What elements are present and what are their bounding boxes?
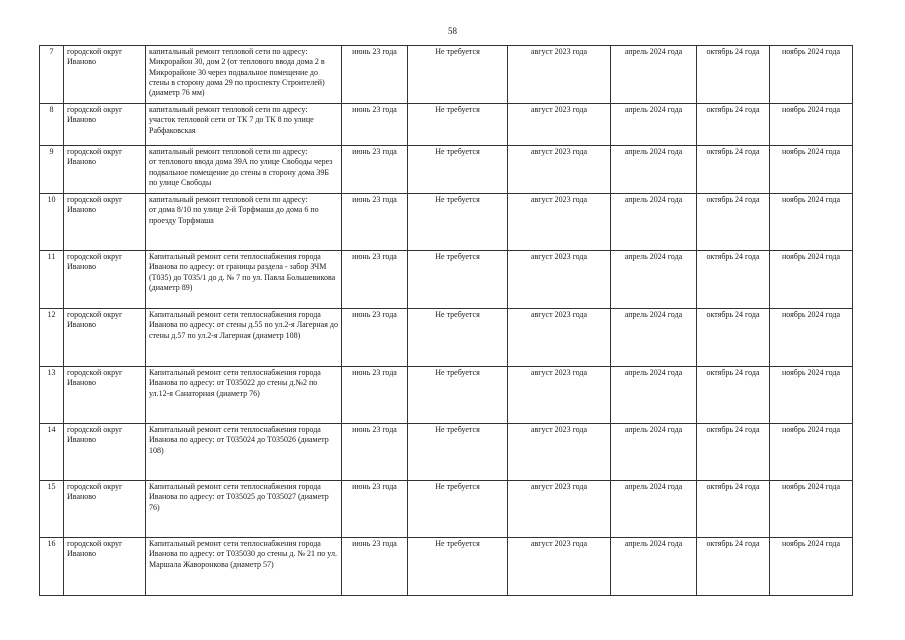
work-description-cell: Капитальный ремонт сети теплоснабжения города Иванова по адресу: от Т035030 до стены д. № 21 по ул. Маршала Жаворонкова (диаметр 57) bbox=[146, 538, 342, 596]
page-number: 58 bbox=[448, 26, 457, 36]
work-end-cell: октябрь 24 года bbox=[697, 146, 770, 194]
row-number: 13 bbox=[40, 367, 64, 424]
work-description-cell: Капитальный ремонт сети теплоснабжения города Иванова по адресу: от Т035025 до Т035027 (диаметр 76) bbox=[146, 481, 342, 538]
commissioning-cell: ноябрь 2024 года bbox=[770, 367, 853, 424]
project-start-cell: июнь 23 года bbox=[342, 104, 408, 146]
expertise-cell: Не требуется bbox=[408, 538, 508, 596]
row-number: 8 bbox=[40, 104, 64, 146]
commissioning-cell: ноябрь 2024 года bbox=[770, 146, 853, 194]
commissioning-cell: ноябрь 2024 года bbox=[770, 46, 853, 104]
commissioning-cell: ноябрь 2024 года bbox=[770, 194, 853, 251]
table-row bbox=[40, 367, 853, 424]
table-row bbox=[40, 424, 853, 481]
expertise-cell: Не требуется bbox=[408, 194, 508, 251]
municipality-cell: городской округ Иваново bbox=[64, 309, 146, 367]
contract-date-cell: август 2023 года bbox=[508, 424, 611, 481]
work-start-cell: апрель 2024 года bbox=[611, 481, 697, 538]
work-start-cell: апрель 2024 года bbox=[611, 538, 697, 596]
work-start-cell: апрель 2024 года bbox=[611, 424, 697, 481]
work-end-cell: октябрь 24 года bbox=[697, 367, 770, 424]
project-start-cell: июнь 23 года bbox=[342, 367, 408, 424]
work-start-cell: апрель 2024 года bbox=[611, 367, 697, 424]
work-end-cell: октябрь 24 года bbox=[697, 251, 770, 309]
municipality-cell: городской округ Иваново bbox=[64, 367, 146, 424]
commissioning-cell: ноябрь 2024 года bbox=[770, 104, 853, 146]
work-end-cell: октябрь 24 года bbox=[697, 194, 770, 251]
row-number: 12 bbox=[40, 309, 64, 367]
project-start-cell: июнь 23 года bbox=[342, 46, 408, 104]
work-description-cell: Капитальный ремонт сети теплоснабжения города Иванова по адресу: от границы раздела - забор ЗЧМ (Т035) до Т035/1 до д. № 7 по ул. Павла Большевикова (диаметр 89) bbox=[146, 251, 342, 309]
project-start-cell: июнь 23 года bbox=[342, 146, 408, 194]
commissioning-cell: ноябрь 2024 года bbox=[770, 481, 853, 538]
work-end-cell: октябрь 24 года bbox=[697, 481, 770, 538]
work-description-cell: капитальный ремонт тепловой сети по адресу: участок тепловой сети от ТК 7 до ТК 8 по улице Рабфаковская bbox=[146, 104, 342, 146]
work-start-cell: апрель 2024 года bbox=[611, 146, 697, 194]
work-description-cell: капитальный ремонт тепловой сети по адресу: от теплового ввода дома 39А по улице Свободы через подвальное помещение до стены в сторону дома 39Б по улице Свободы bbox=[146, 146, 342, 194]
project-start-cell: июнь 23 года bbox=[342, 251, 408, 309]
contract-date-cell: август 2023 года bbox=[508, 538, 611, 596]
municipality-cell: городской округ Иваново bbox=[64, 481, 146, 538]
work-start-cell: апрель 2024 года bbox=[611, 46, 697, 104]
expertise-cell: Не требуется bbox=[408, 481, 508, 538]
table-row bbox=[40, 146, 853, 194]
expertise-cell: Не требуется bbox=[408, 146, 508, 194]
commissioning-cell: ноябрь 2024 года bbox=[770, 538, 853, 596]
work-description-cell: капитальный ремонт тепловой сети по адресу: от дома 8/10 по улице 2-й Торфмаша до дома 6 по проезду Торфмаша bbox=[146, 194, 342, 251]
project-start-cell: июнь 23 года bbox=[342, 538, 408, 596]
work-description-cell: капитальный ремонт тепловой сети по адресу: Микрорайон 30, дом 2 (от теплового ввода дома 2 в Микрорайоне 30 через подвальное помещение до стены в сторону дома 29 по проспекту Строителей) (диаметр 76 мм) bbox=[146, 46, 342, 104]
municipality-cell: городской округ Иваново bbox=[64, 146, 146, 194]
work-start-cell: апрель 2024 года bbox=[611, 251, 697, 309]
table-row bbox=[40, 104, 853, 146]
work-end-cell: октябрь 24 года bbox=[697, 104, 770, 146]
expertise-cell: Не требуется bbox=[408, 424, 508, 481]
row-number: 10 bbox=[40, 194, 64, 251]
table-row bbox=[40, 251, 853, 309]
municipality-cell: городской округ Иваново bbox=[64, 46, 146, 104]
municipality-cell: городской округ Иваново bbox=[64, 424, 146, 481]
commissioning-cell: ноябрь 2024 года bbox=[770, 309, 853, 367]
row-number: 14 bbox=[40, 424, 64, 481]
contract-date-cell: август 2023 года bbox=[508, 251, 611, 309]
table-row bbox=[40, 538, 853, 596]
work-start-cell: апрель 2024 года bbox=[611, 104, 697, 146]
row-number: 7 bbox=[40, 46, 64, 104]
contract-date-cell: август 2023 года bbox=[508, 46, 611, 104]
table-row bbox=[40, 194, 853, 251]
municipality-cell: городской округ Иваново bbox=[64, 104, 146, 146]
row-number: 11 bbox=[40, 251, 64, 309]
work-end-cell: октябрь 24 года bbox=[697, 46, 770, 104]
contract-date-cell: август 2023 года bbox=[508, 104, 611, 146]
work-end-cell: октябрь 24 года bbox=[697, 538, 770, 596]
commissioning-cell: ноябрь 2024 года bbox=[770, 251, 853, 309]
work-start-cell: апрель 2024 года bbox=[611, 194, 697, 251]
work-description-cell: Капитальный ремонт сети теплоснабжения города Иванова по адресу: от стены д.55 по ул.2-я Лагерная до стены д.57 по ул.2-я Лагерная (диаметр 108) bbox=[146, 309, 342, 367]
table-row bbox=[40, 309, 853, 367]
row-number: 15 bbox=[40, 481, 64, 538]
row-number: 16 bbox=[40, 538, 64, 596]
municipality-cell: городской округ Иваново bbox=[64, 538, 146, 596]
municipality-cell: городской округ Иваново bbox=[64, 194, 146, 251]
work-end-cell: октябрь 24 года bbox=[697, 424, 770, 481]
work-description-cell: Капитальный ремонт сети теплоснабжения города Иванова по адресу: от Т035022 до стены д.№2 по ул.12-я Санаторная (диаметр 76) bbox=[146, 367, 342, 424]
contract-date-cell: август 2023 года bbox=[508, 194, 611, 251]
contract-date-cell: август 2023 года bbox=[508, 481, 611, 538]
table-row bbox=[40, 481, 853, 538]
expertise-cell: Не требуется bbox=[408, 367, 508, 424]
work-description-cell: Капитальный ремонт сети теплоснабжения города Иванова по адресу: от Т035024 до Т035026 (диаметр 108) bbox=[146, 424, 342, 481]
project-start-cell: июнь 23 года bbox=[342, 309, 408, 367]
row-number: 9 bbox=[40, 146, 64, 194]
expertise-cell: Не требуется bbox=[408, 46, 508, 104]
contract-date-cell: август 2023 года bbox=[508, 309, 611, 367]
municipality-cell: городской округ Иваново bbox=[64, 251, 146, 309]
project-start-cell: июнь 23 года bbox=[342, 424, 408, 481]
work-start-cell: апрель 2024 года bbox=[611, 309, 697, 367]
expertise-cell: Не требуется bbox=[408, 104, 508, 146]
work-end-cell: октябрь 24 года bbox=[697, 309, 770, 367]
project-start-cell: июнь 23 года bbox=[342, 194, 408, 251]
commissioning-cell: ноябрь 2024 года bbox=[770, 424, 853, 481]
project-start-cell: июнь 23 года bbox=[342, 481, 408, 538]
table-row bbox=[40, 46, 853, 104]
contract-date-cell: август 2023 года bbox=[508, 146, 611, 194]
expertise-cell: Не требуется bbox=[408, 251, 508, 309]
repair-schedule-table bbox=[39, 45, 853, 596]
contract-date-cell: август 2023 года bbox=[508, 367, 611, 424]
expertise-cell: Не требуется bbox=[408, 309, 508, 367]
